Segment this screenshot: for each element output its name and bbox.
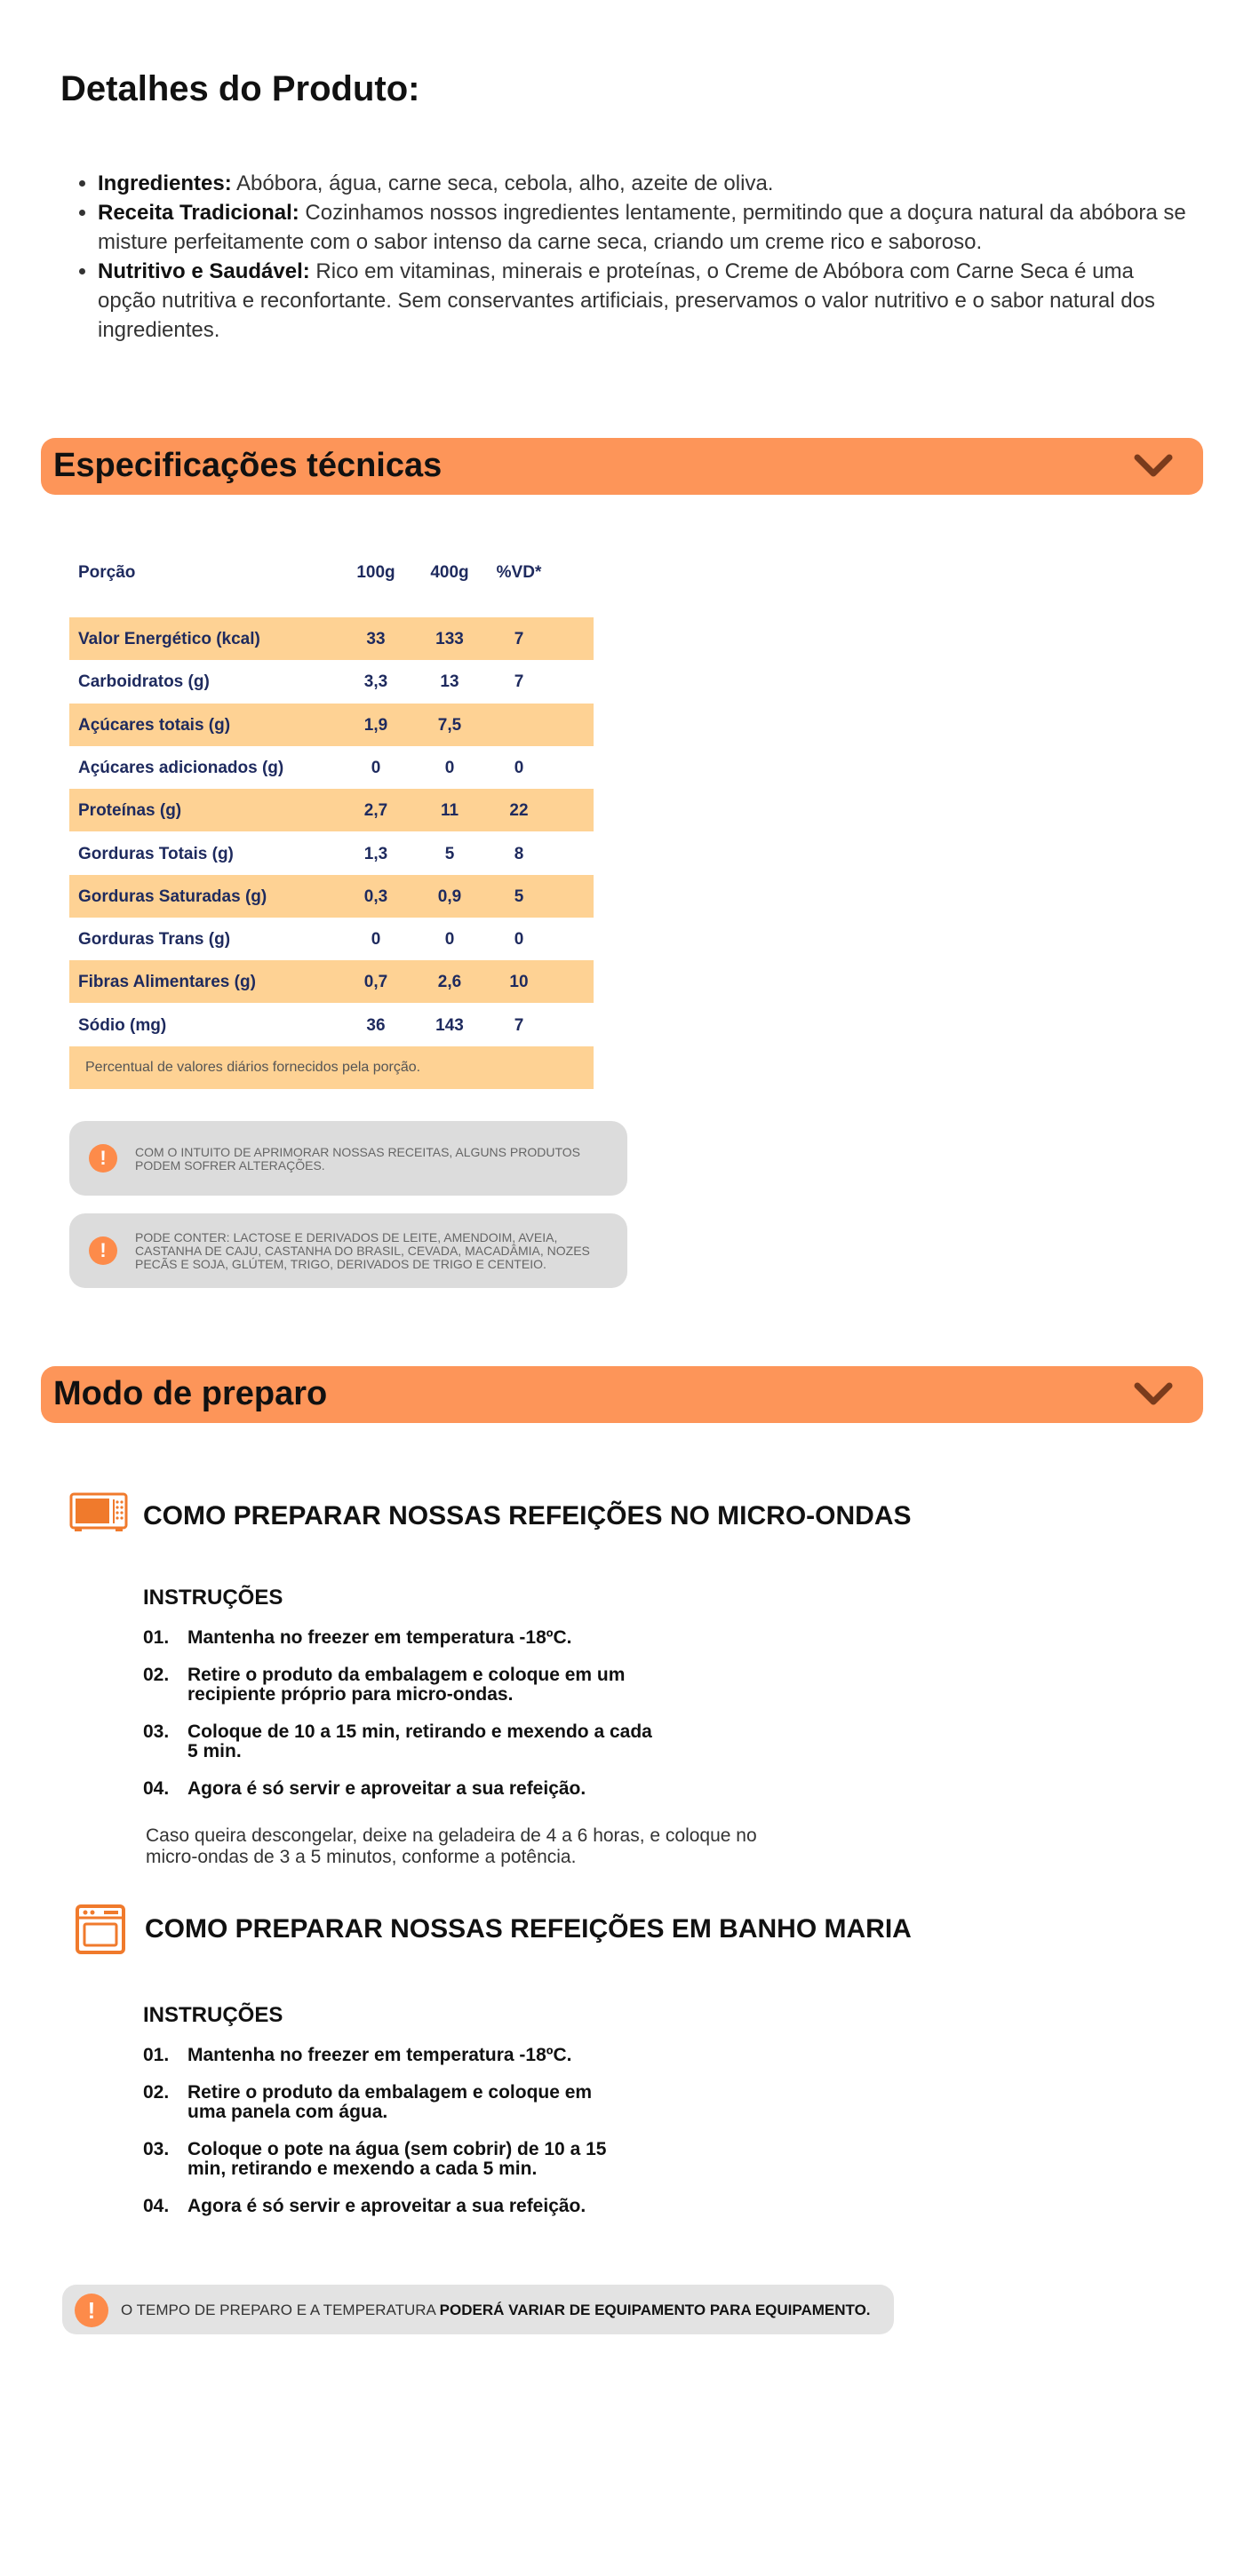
bainmarie-steps	[143, 2046, 694, 2234]
exclamation-icon: !	[89, 1236, 117, 1265]
table-row	[69, 832, 594, 875]
table-row	[69, 918, 594, 960]
table-row	[69, 704, 594, 746]
alert-text: PODE CONTER: LACTOSE E DERIVADOS DE LEITE, AMENDOIM, AVEIA, CASTANHA DE CAJU, CASTANHA DO BRASIL, CEVADA, MACADÂMIA, NOZES PECÃS E SOJA, GLÚTEM, TRIGO, DERIVADOS DE TRIGO E CENTEIO.	[135, 1230, 590, 1271]
nutrient-name: Valor Energético (kcal)	[78, 630, 260, 648]
step-text: Mantenha no freezer em temperatura -18ºC.	[187, 2045, 572, 2065]
microwave-instructions-label: INSTRUÇÕES	[143, 1586, 283, 1610]
value-vd: 0	[514, 930, 524, 950]
value-400g: 133	[435, 630, 464, 648]
list-item	[98, 169, 1191, 198]
prep-variation-alert	[62, 2285, 894, 2334]
table-row	[69, 789, 594, 831]
header-vd: %VD*	[496, 563, 542, 582]
value-vd: 7	[514, 630, 524, 648]
exclamation-icon: !	[75, 2294, 108, 2327]
value-100g: 0	[371, 758, 381, 777]
step-number: 01.	[143, 2045, 170, 2065]
step-text: Agora é só servir e aproveitar a sua refeição.	[187, 2196, 586, 2216]
table-row	[69, 617, 594, 660]
list-item	[143, 2197, 694, 2216]
nutrient-name: Carboidratos (g)	[78, 672, 210, 692]
list-item	[143, 1722, 694, 1761]
value-vd: 7	[514, 672, 524, 692]
value-400g: 2,6	[437, 973, 462, 992]
recipe-change-alert	[69, 1121, 627, 1196]
step-text: Agora é só servir e aproveitar a sua refeição.	[187, 1778, 586, 1799]
prep-accordion-header[interactable]	[41, 1366, 1203, 1423]
detail-label: Receita Tradicional:	[98, 201, 299, 225]
oven-icon	[75, 1904, 126, 1955]
step-number: 02.	[143, 1665, 170, 1685]
table-row	[69, 1004, 594, 1046]
list-item	[143, 2046, 694, 2065]
step-number: 03.	[143, 1721, 170, 1742]
nutrient-name: Fibras Alimentares (g)	[78, 973, 256, 992]
nutrient-name: Sódio (mg)	[78, 1015, 167, 1035]
value-400g: 13	[440, 672, 459, 692]
value-400g: 0	[444, 758, 455, 777]
value-400g: 143	[435, 1015, 464, 1035]
step-text: Retire o produto da embalagem e coloque em um recipiente próprio para micro-ondas.	[187, 1665, 626, 1705]
list-item	[143, 1666, 694, 1705]
bainmarie-instructions-label: INSTRUÇÕES	[143, 2003, 283, 2027]
value-100g: 0,3	[363, 886, 388, 906]
step-text: Mantenha no freezer em temperatura -18ºC.	[187, 1627, 572, 1648]
value-400g: 7,5	[437, 715, 462, 735]
value-100g: 1,9	[363, 715, 388, 735]
nutrient-name: Açúcares adicionados (g)	[78, 758, 284, 777]
value-vd: 10	[509, 973, 529, 992]
chevron-down-icon	[1134, 454, 1173, 479]
table-header-row	[69, 551, 594, 593]
footnote-text: Percentual de valores diários fornecidos pela porção.	[85, 1060, 421, 1075]
step-number: 04.	[143, 1778, 170, 1799]
value-vd: 7	[514, 1015, 524, 1035]
detail-text: Rico em vitaminas, minerais e proteínas, o Creme de Abóbora com Carne Seca é uma opção nutritiva e reconfortante. Sem conservantes artificiais, preservamos o valor nutritivo e o sabor natural dos ingredientes.	[98, 259, 1155, 342]
list-item	[143, 1628, 694, 1648]
allergen-alert	[69, 1213, 627, 1288]
value-vd: 5	[514, 886, 524, 906]
nutrient-name: Gorduras Trans (g)	[78, 930, 231, 950]
table-row	[69, 660, 594, 703]
step-text: Coloque de 10 a 15 min, retirando e mexendo a cada 5 min.	[187, 1721, 652, 1761]
step-number: 03.	[143, 2139, 170, 2159]
specs-title: Especificações técnicas	[53, 447, 443, 484]
product-details-list	[98, 169, 1191, 345]
detail-text: Abóbora, água, carne seca, cebola, alho, azeite de oliva.	[231, 171, 774, 195]
value-400g: 5	[444, 844, 455, 863]
value-100g: 0	[371, 930, 381, 950]
value-100g: 3,3	[363, 672, 388, 692]
table-row	[69, 960, 594, 1003]
chevron-down-icon	[1134, 1382, 1173, 1407]
alert-text: COM O INTUITO DE APRIMORAR NOSSAS RECEITAS, ALGUNS PRODUTOS PODEM SOFRER ALTERAÇÕES.	[135, 1145, 580, 1173]
table-footnote	[69, 1046, 594, 1089]
nutrient-name: Gorduras Totais (g)	[78, 844, 234, 863]
step-number: 04.	[143, 2196, 170, 2216]
value-100g: 1,3	[363, 844, 388, 863]
list-item	[98, 257, 1191, 345]
value-400g: 11	[440, 801, 459, 821]
list-item	[98, 198, 1191, 257]
value-400g: 0,9	[437, 886, 462, 906]
list-item	[143, 2083, 694, 2122]
value-400g: 0	[444, 930, 455, 950]
nutrient-name: Gorduras Saturadas (g)	[78, 886, 267, 906]
detail-label: Ingredientes:	[98, 171, 232, 195]
value-vd: 22	[509, 801, 529, 821]
alert-text-bold: PODERÁ VARIAR DE EQUIPAMENTO PARA EQUIPAMENTO.	[439, 2302, 871, 2318]
prep-title: Modo de preparo	[53, 1375, 328, 1412]
microwave-heading: COMO PREPARAR NOSSAS REFEIÇÕES NO MICRO-ONDAS	[143, 1501, 912, 1530]
table-row	[69, 746, 594, 789]
detail-label: Nutritivo e Saudável:	[98, 259, 310, 283]
detail-text: Cozinhamos nossos ingredientes lentamente, permitindo que a doçura natural da abóbora se misture perfeitamente com o sabor intenso da carne seca, criando um creme rico e saboroso.	[98, 201, 1186, 254]
microwave-icon	[69, 1492, 128, 1533]
exclamation-icon: !	[89, 1144, 117, 1173]
list-item	[143, 1779, 694, 1799]
table-row	[69, 875, 594, 918]
alert-text-normal: O TEMPO DE PREPARO E A TEMPERATURA	[121, 2302, 440, 2318]
value-100g: 2,7	[363, 801, 388, 821]
nutrient-name: Açúcares totais (g)	[78, 715, 231, 735]
step-text: Coloque o pote na água (sem cobrir) de 10 a 15 min, retirando e mexendo a cada 5 min.	[187, 2139, 607, 2179]
step-text: Retire o produto da embalagem e coloque em uma panela com água.	[187, 2082, 593, 2122]
list-item	[143, 2140, 694, 2179]
header-100g: 100g	[356, 563, 395, 582]
value-100g: 36	[366, 1015, 386, 1035]
value-100g: 0,7	[363, 973, 388, 992]
value-vd: 0	[514, 758, 524, 777]
bainmarie-heading: COMO PREPARAR NOSSAS REFEIÇÕES EM BANHO MARIA	[145, 1914, 912, 1944]
value-vd: 8	[514, 844, 524, 863]
header-porcao: Porção	[78, 563, 136, 582]
nutrient-name: Proteínas (g)	[78, 801, 182, 821]
specs-accordion-header[interactable]	[41, 438, 1203, 495]
microwave-note: Caso queira descongelar, deixe na geladeira de 4 a 6 horas, e coloque no micro-ondas de 3 a 5 minutos, conforme a potência.	[146, 1825, 757, 1867]
step-number: 02.	[143, 2082, 170, 2103]
value-100g: 33	[366, 630, 386, 648]
alert-text	[121, 2302, 871, 2319]
page-title: Detalhes do Produto:	[60, 69, 420, 108]
header-400g: 400g	[430, 563, 469, 582]
microwave-steps	[143, 1628, 694, 1817]
step-number: 01.	[143, 1627, 170, 1648]
